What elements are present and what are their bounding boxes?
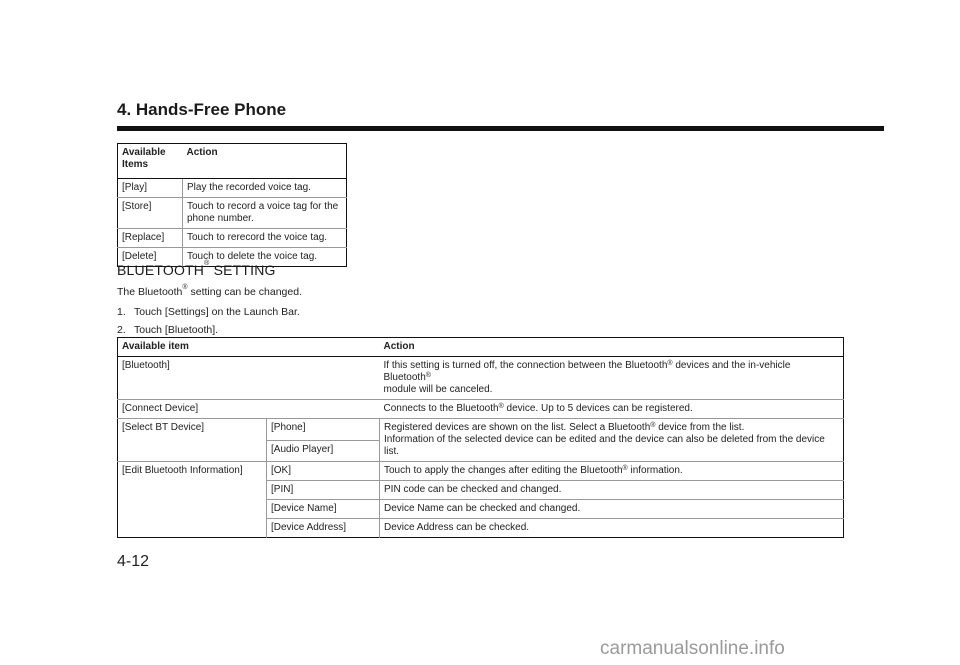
table-cell-action: Touch to record a voice tag for the phone number. — [183, 198, 347, 229]
table-cell-action: Device Address can be checked. — [380, 519, 844, 538]
table-cell-item: [Edit Bluetooth Information] — [118, 462, 267, 538]
table-row — [118, 462, 844, 481]
table-cell-item: [Play] — [118, 179, 183, 198]
chapter-title: 4. Hands-Free Phone — [117, 100, 287, 119]
table-cell-subitem: [Device Address] — [267, 519, 380, 538]
step-text: Touch [Bluetooth]. — [134, 324, 219, 336]
registered-mark: ® — [204, 260, 210, 267]
table-cell-subitem: [Audio Player] — [267, 440, 380, 462]
table-header-row — [118, 144, 347, 179]
chapter-rule — [117, 126, 884, 131]
column-header-action: Action — [183, 144, 347, 179]
voice-tag-table — [117, 143, 347, 267]
step-2 — [117, 324, 218, 336]
table-cell-item: [Connect Device] — [118, 400, 380, 419]
table-cell-subitem: [PIN] — [267, 481, 380, 500]
table-cell-action: If this setting is turned off, the connection between the Bluetooth® devices and the in-vehicle Bluetooth® module will be canceled. — [380, 357, 844, 400]
table-cell-action: Device Name can be checked and changed. — [380, 500, 844, 519]
column-header-action: Action — [380, 338, 844, 357]
table-cell-item: [Replace] — [118, 229, 183, 248]
table-cell-item: [Store] — [118, 198, 183, 229]
table-row — [118, 357, 844, 400]
column-header-item: Available item — [118, 338, 380, 357]
step-number: 2. — [117, 324, 126, 336]
table-cell-item: [Delete] — [118, 248, 183, 267]
table-cell-subitem: [Device Name] — [267, 500, 380, 519]
table-cell-action: Touch to rerecord the voice tag. — [183, 229, 347, 248]
bluetooth-settings-table — [117, 337, 844, 538]
table-cell-item: [Bluetooth] — [118, 357, 380, 400]
table-cell-subitem: [OK] — [267, 462, 380, 481]
table-row — [118, 419, 844, 441]
table-cell-action: Play the recorded voice tag. — [183, 179, 347, 198]
table-row — [118, 229, 347, 248]
table-row — [118, 198, 347, 229]
section-heading: BLUETOOTH® SETTING — [117, 260, 276, 278]
step-number: 1. — [117, 306, 126, 318]
table-cell-action: Touch to apply the changes after editing the Bluetooth® information. — [380, 462, 844, 481]
table-cell-action: Registered devices are shown on the list. Select a Bluetooth® device from the list. Information of the selected device can be edited and the device can also be deleted from the device list. — [380, 419, 844, 462]
table-cell-item: [Select BT Device] — [118, 419, 267, 462]
table-row — [118, 400, 844, 419]
table-cell-action: Touch to delete the voice tag. — [183, 248, 347, 267]
registered-mark: ® — [182, 284, 188, 291]
table-row — [118, 179, 347, 198]
page-number: 4-12 — [117, 553, 150, 570]
intro-paragraph: The Bluetooth® setting can be changed. — [117, 284, 302, 298]
column-header-items: Available Items — [118, 144, 183, 179]
table-cell-action: PIN code can be checked and changed. — [380, 481, 844, 500]
table-header-row — [118, 338, 844, 357]
watermark: carmanualsonline.info — [600, 638, 785, 659]
table-cell-subitem: [Phone] — [267, 419, 380, 441]
table-cell-action: Connects to the Bluetooth® device. Up to 5 devices can be registered. — [380, 400, 844, 419]
step-text: Touch [Settings] on the Launch Bar. — [134, 306, 300, 318]
step-1 — [117, 306, 300, 318]
